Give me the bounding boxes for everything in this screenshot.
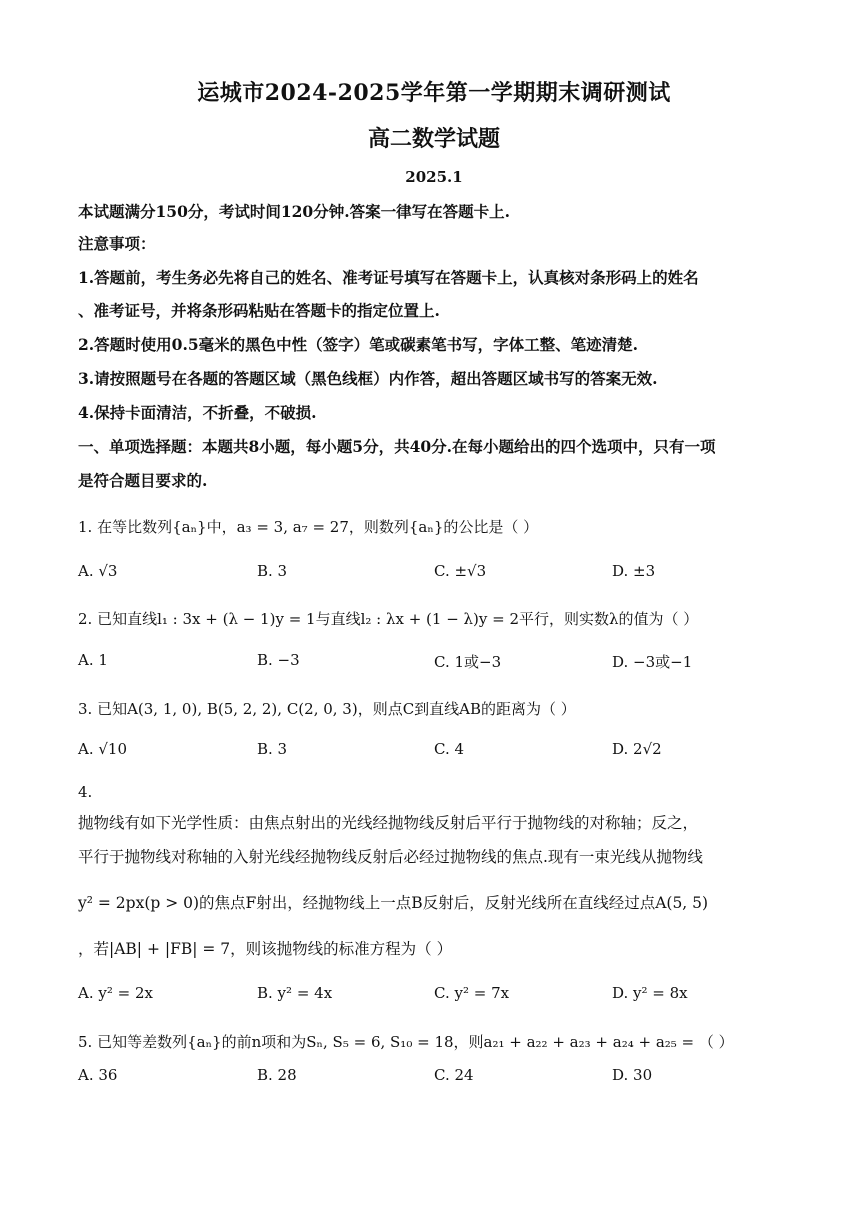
question-4-option-a[interactable]: A. y² = 2x (78, 984, 153, 1002)
question-5-stem: 5. 已知等差数列{aₙ}的前n项和为Sₙ, S₅ = 6, S₁₀ = 18，则a₂₁ + a₂₂ + a₂₃ + a₂₄ + a₂₅ = （ ） (78, 1033, 734, 1051)
question-2-option-c[interactable]: C. 1或−3 (434, 653, 502, 671)
question-4-option-d[interactable]: D. y² = 8x (612, 984, 688, 1002)
section-heading-line2: 是符合题目要求的. (78, 471, 208, 490)
section-heading-line1: 一、单项选择题：本题共8小题，每小题5分，共40分.在每小题给出的四个选项中，只有一项 (78, 437, 716, 456)
question-2-option-b[interactable]: B. −3 (257, 651, 300, 669)
question-3-option-c[interactable]: C. 4 (434, 740, 465, 758)
notes-item-3: 3.请按照题号在各题的答题区域（黑色线框）内作答，超出答题区域书写的答案无效. (78, 369, 658, 388)
question-1-stem: 1. 在等比数列{aₙ}中，a₃ = 3, a₇ = 27，则数列{aₙ}的公比是（ ） (78, 518, 539, 536)
notes-intro: 本试题满分150分，考试时间120分钟.答案一律写在答题卡上. (78, 202, 511, 221)
notes-heading: 注意事项： (78, 234, 156, 253)
question-4-text-line1: 抛物线有如下光学性质：由焦点射出的光线经抛物线反射后平行于抛物线的对称轴；反之， (78, 814, 699, 832)
question-4-text-line4: ，若|AB| + |FB| = 7，则该抛物线的标准方程为（ ） (78, 940, 453, 958)
question-4-option-b[interactable]: B. y² = 4x (257, 984, 333, 1002)
exam-title: 运城市2024-2025学年第一学期期末调研测试 (197, 80, 671, 106)
notes-item-1b: 、准考证号，并将条形码粘贴在答题卡的指定位置上. (78, 301, 440, 320)
question-5-option-d[interactable]: D. 30 (612, 1066, 653, 1084)
notes-item-4: 4.保持卡面清洁，不折叠，不破损. (78, 403, 317, 422)
question-2-stem: 2. 已知直线l₁ : 3x + (λ − 1)y = 1与直线l₂ : λx + (1 − λ)y = 2平行，则实数λ的值为（ ） (78, 610, 699, 628)
question-1-option-c[interactable]: C. ±√3 (434, 562, 487, 580)
question-1-option-b[interactable]: B. 3 (257, 562, 288, 580)
question-4-option-c[interactable]: C. y² = 7x (434, 984, 510, 1002)
question-3-option-d[interactable]: D. 2√2 (612, 740, 662, 758)
question-5-option-c[interactable]: C. 24 (434, 1066, 474, 1084)
exam-subtitle: 高二数学试题 (367, 126, 500, 152)
question-4-number: 4. (78, 783, 93, 801)
question-1-option-a[interactable]: A. √3 (78, 562, 118, 580)
question-3-option-a[interactable]: A. √10 (78, 740, 128, 758)
notes-item-1a: 1.答题前，考生务必先将自己的姓名、准考证号填写在答题卡上，认真核对条形码上的姓名 (78, 268, 699, 287)
question-2-option-d[interactable]: D. −3或−1 (612, 653, 693, 671)
question-3-option-b[interactable]: B. 3 (257, 740, 288, 758)
question-4-text-line3: y² = 2px(p > 0)的焦点F射出，经抛物线上一点B反射后，反射光线所在直线经过点A(5, 5) (78, 894, 709, 912)
exam-date: 2025.1 (405, 168, 463, 186)
question-5-option-b[interactable]: B. 28 (257, 1066, 297, 1084)
notes-item-2: 2.答题时使用0.5毫米的黑色中性（签字）笔或碳素笔书写，字体工整、笔迹清楚. (78, 335, 639, 354)
question-1-option-d[interactable]: D. ±3 (612, 562, 656, 580)
question-3-stem: 3. 已知A(3, 1, 0), B(5, 2, 2), C(2, 0, 3)，则点C到直线AB的距离为（ ） (78, 700, 576, 718)
question-5-option-a[interactable]: A. 36 (78, 1066, 118, 1084)
question-4-text-line2: 平行于抛物线对称轴的入射光线经抛物线反射后必经过抛物线的焦点.现有一束光线从抛物线 (78, 848, 703, 866)
question-2-option-a[interactable]: A. 1 (78, 651, 108, 669)
